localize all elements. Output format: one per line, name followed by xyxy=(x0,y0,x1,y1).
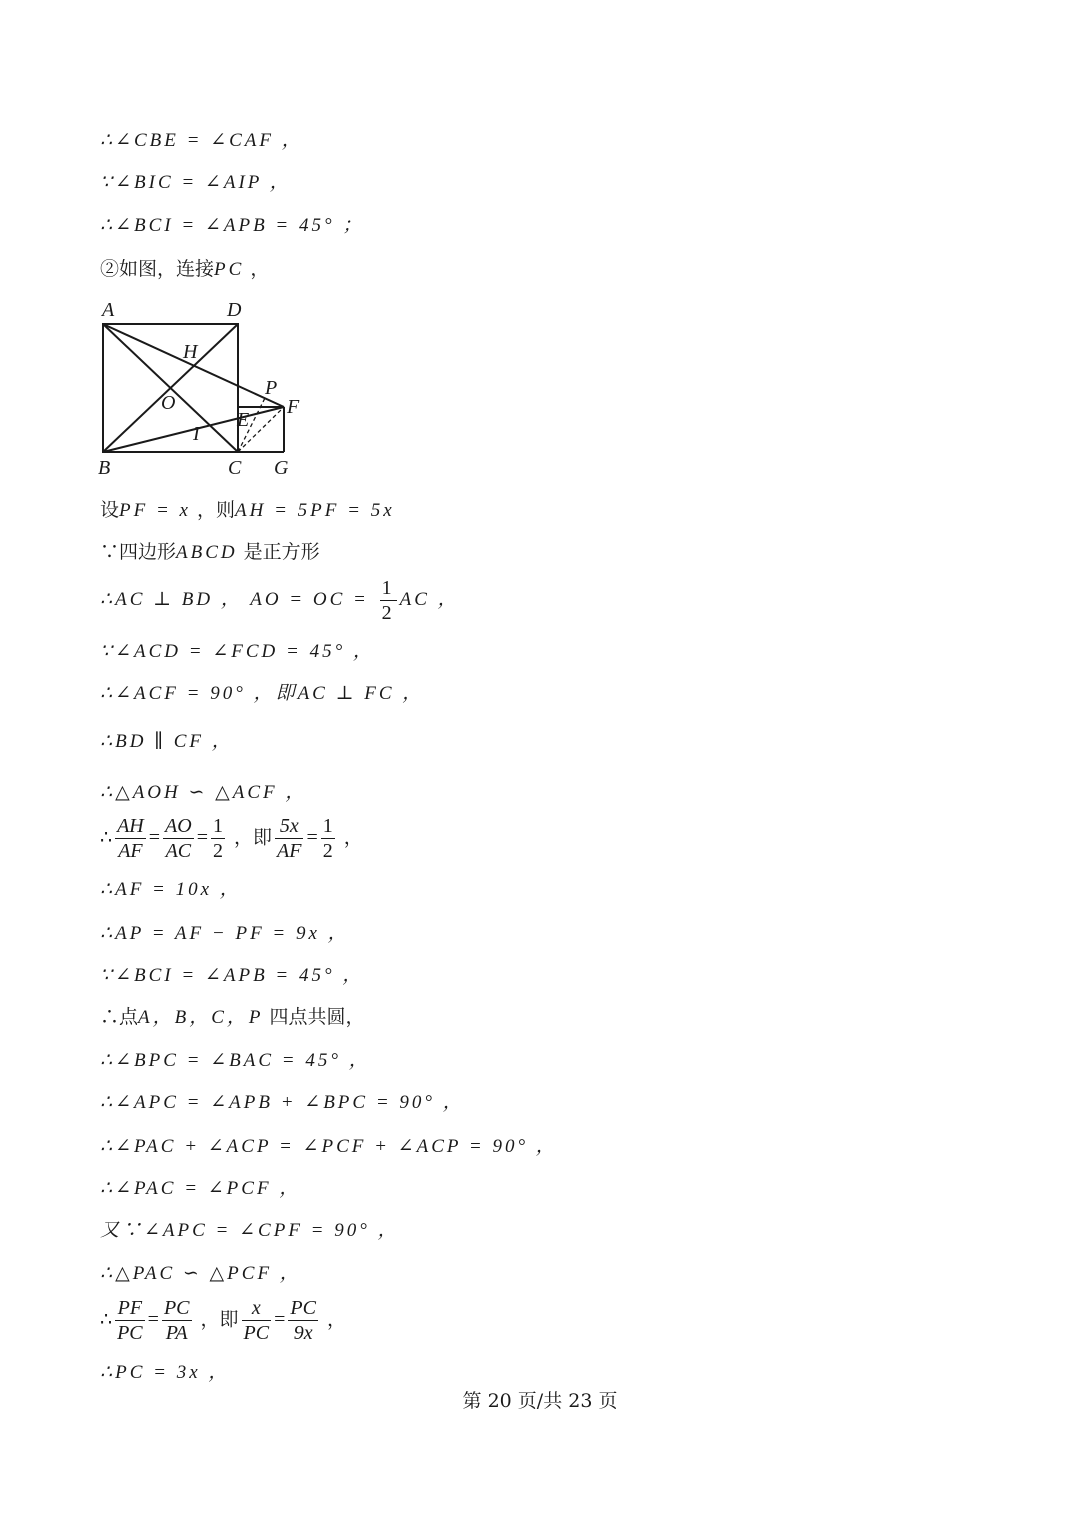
denominator: PC xyxy=(117,1322,143,1344)
denominator: 9x xyxy=(293,1322,313,1344)
numerator: 5x xyxy=(275,814,303,839)
numerator: 1 xyxy=(381,577,395,599)
fraction-half-2 xyxy=(211,814,225,863)
numerator: 1 xyxy=(213,815,223,837)
proof-line-18: ∴∠APC = ∠APB + ∠BPC = 90° ， xyxy=(100,1092,465,1113)
proof-line-9 xyxy=(100,680,424,707)
fraction-pc-9x xyxy=(288,1296,318,1345)
equals-sign: = xyxy=(148,826,161,849)
label-a: A xyxy=(102,299,115,321)
fraction-ah-af xyxy=(115,814,146,863)
line-af xyxy=(103,324,284,407)
math: PC xyxy=(214,259,245,280)
proof-line-15: ∵∠BCI = ∠APB = 45° ， xyxy=(100,965,365,986)
numerator: AO xyxy=(165,815,192,837)
proof-line-8: ∵∠ACD = ∠FCD = 45° ， xyxy=(100,641,375,662)
equals-sign: = xyxy=(274,1308,286,1331)
math: ∴AC ⊥ BD ， AO = OC = xyxy=(100,588,377,610)
numerator: PF xyxy=(115,1296,145,1321)
denominator: AF xyxy=(118,840,143,862)
proof-line-20: ∴∠PAC = ∠PCF ， xyxy=(100,1178,302,1199)
numerator: PC xyxy=(290,1297,316,1319)
proof-line-21: 又∵∠APC = ∠CPF = 90° ， xyxy=(100,1220,400,1241)
text: ，即 xyxy=(228,826,273,849)
label-p: P xyxy=(265,377,278,399)
label-e: E xyxy=(237,409,250,431)
text: ∴点 xyxy=(100,1006,139,1028)
proof-line-7 xyxy=(100,576,460,625)
math: AH = 5PF = 5x xyxy=(235,500,395,521)
denominator: PA xyxy=(165,1322,188,1344)
label-g: G xyxy=(274,457,289,479)
equals-sign: = xyxy=(306,826,318,849)
proof-line-14: ∴AP = AF − PF = 9x ， xyxy=(100,923,350,944)
numerator: x xyxy=(242,1296,272,1321)
label-c: C xyxy=(228,457,242,479)
proof-line-12 xyxy=(100,814,363,863)
proof-line-24: ∴PC = 3x ， xyxy=(100,1362,231,1383)
text: ，则 xyxy=(190,499,236,521)
math: AC ⊥ FC ， xyxy=(297,683,425,704)
math: ABCD xyxy=(176,542,238,563)
text: ∵四边形 xyxy=(100,541,177,563)
fraction-half xyxy=(380,576,397,625)
math: AC ， xyxy=(399,588,460,610)
geometry-figure xyxy=(88,294,318,484)
page-footer: 第 20 页/共 23 页 xyxy=(462,1390,618,1412)
text: ，即 xyxy=(194,1308,239,1331)
proof-line-6 xyxy=(100,539,320,566)
proof-line-1: ∴∠CBE = ∠CAF ， xyxy=(100,130,304,151)
proof-line-4 xyxy=(100,256,269,283)
label-b: B xyxy=(98,457,111,479)
equals-sign: = xyxy=(147,1308,159,1331)
fraction-5x-af xyxy=(275,814,303,863)
denominator: AF xyxy=(277,840,302,862)
denominator: 2 xyxy=(322,840,333,862)
proof-line-23 xyxy=(100,1296,346,1345)
math: PF = x xyxy=(119,500,191,521)
proof-line-19: ∴∠PAC + ∠ACP = ∠PCF + ∠ACP = 90° ， xyxy=(100,1136,558,1157)
denominator: AC xyxy=(165,840,192,862)
fraction-half-3 xyxy=(321,814,335,863)
denominator: 2 xyxy=(213,840,223,862)
proof-line-3: ∴∠BCI = ∠APB = 45° ； xyxy=(100,215,365,236)
numerator: AH xyxy=(117,815,144,837)
label-h: H xyxy=(183,341,198,363)
fraction-ao-ac xyxy=(163,814,194,863)
equals-sign: = xyxy=(196,826,208,849)
label-f: F xyxy=(287,396,300,418)
proof-line-10: ∴BD ∥ CF ， xyxy=(100,731,234,752)
text: 是正方形 xyxy=(237,541,320,563)
text: ∴ xyxy=(100,826,113,849)
proof-line-5 xyxy=(100,497,395,524)
fraction-pf-pc xyxy=(115,1296,145,1345)
text: ， xyxy=(320,1308,346,1331)
text: ②如图，连接 xyxy=(100,258,215,280)
proof-line-17: ∴∠BPC = ∠BAC = 45° ， xyxy=(100,1050,371,1071)
denominator: 2 xyxy=(381,602,395,624)
label-d: D xyxy=(227,299,242,321)
proof-line-2: ∵∠BIC = ∠AIP ， xyxy=(100,172,292,193)
text: 设 xyxy=(100,499,120,521)
label-i: I xyxy=(193,423,200,445)
label-o: O xyxy=(161,392,176,414)
denominator: PC xyxy=(243,1322,270,1344)
text: ∴ xyxy=(100,1308,113,1331)
proof-line-16 xyxy=(100,1004,365,1031)
fraction-x-pc xyxy=(242,1296,272,1345)
text: ， xyxy=(244,258,270,280)
numerator: PC xyxy=(163,1297,190,1319)
math: A，B，C，P xyxy=(138,1007,264,1028)
text: ， xyxy=(337,826,363,849)
math: ∴∠ACF = 90° ，即 xyxy=(100,683,298,704)
numerator: 1 xyxy=(322,815,333,837)
proof-line-11: ∴△AOH ∽ △ACF ， xyxy=(100,782,308,803)
text: 四点共圆， xyxy=(263,1006,365,1028)
proof-line-22: ∴△PAC ∽ △PCF ， xyxy=(100,1263,302,1284)
proof-line-13: ∴AF = 10x ， xyxy=(100,879,242,900)
fraction-pc-pa xyxy=(162,1296,192,1345)
